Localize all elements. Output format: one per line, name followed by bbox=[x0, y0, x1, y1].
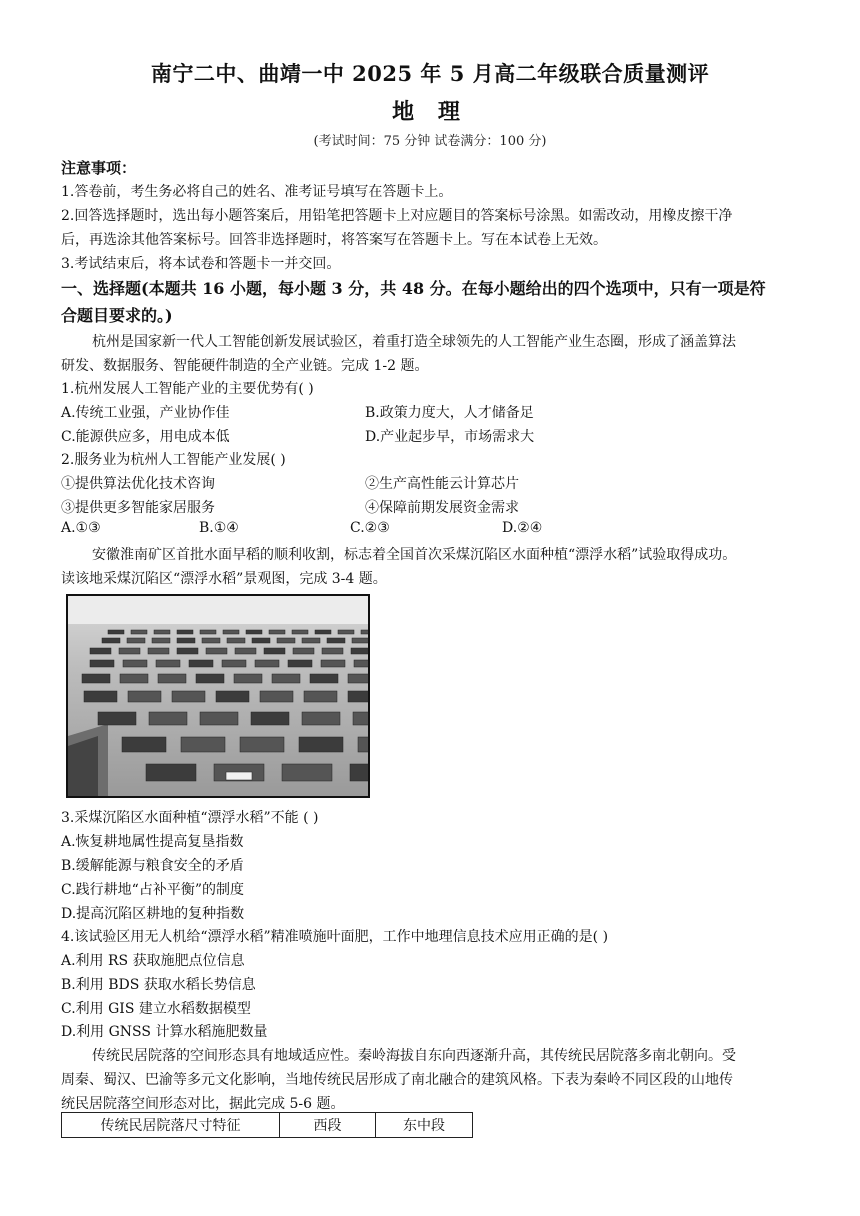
q1-option-d[interactable]: D.产业起步早，市场需求大 bbox=[365, 429, 535, 445]
passage-3-cont2: 统民居院落空间形态对比，据此完成 5-6 题。 bbox=[61, 1096, 345, 1112]
note-item: 后，再选涂其他答案标号。回答非选择题时，将答案写在答题卡上。写在本试卷上无效。 bbox=[61, 232, 607, 248]
q4-option-a[interactable]: A.利用 RS 获取施肥点位信息 bbox=[61, 953, 245, 969]
rice-raft bbox=[84, 691, 117, 702]
rice-raft bbox=[255, 660, 279, 667]
rice-raft bbox=[127, 638, 145, 643]
rice-raft bbox=[351, 648, 368, 654]
rice-raft bbox=[223, 630, 239, 634]
table-header-cell: 西段 bbox=[280, 1113, 376, 1138]
rice-raft bbox=[177, 638, 195, 643]
rice-raft bbox=[288, 660, 312, 667]
rice-raft bbox=[227, 638, 245, 643]
rice-raft bbox=[128, 691, 161, 702]
rice-raft bbox=[122, 737, 166, 752]
rice-raft bbox=[148, 648, 169, 654]
rice-raft bbox=[146, 764, 196, 781]
q2-statement-1: ①提供算法优化技术咨询 bbox=[61, 476, 215, 492]
question-4-stem: 4.该试验区用无人机给“漂浮水稻”精准喷施叶面肥，工作中地理信息技术应用正确的是( ) bbox=[61, 929, 609, 945]
question-3-stem: 3.采煤沉陷区水面种植“漂浮水稻”不能 ( ) bbox=[61, 810, 319, 826]
passage-3-cont: 周秦、蜀汉、巴渝等多元文化影响，当地传统民居形成了南北融合的建筑风格。下表为秦岭不同区段的山地传 bbox=[61, 1072, 733, 1088]
q1-option-a[interactable]: A.传统工业强，产业协作佳 bbox=[61, 405, 230, 421]
rice-raft bbox=[302, 712, 340, 725]
q3-option-d[interactable]: D.提高沉陷区耕地的复种指数 bbox=[61, 906, 245, 922]
rice-raft bbox=[200, 712, 238, 725]
q1-option-c[interactable]: C.能源供应多，用电成本低 bbox=[61, 429, 230, 445]
q4-option-d[interactable]: D.利用 GNSS 计算水稻施肥数量 bbox=[61, 1024, 268, 1040]
q3-option-b[interactable]: B.缓解能源与粮食安全的矛盾 bbox=[61, 858, 244, 874]
rice-raft bbox=[282, 764, 332, 781]
rice-raft bbox=[348, 674, 368, 683]
rice-raft bbox=[322, 648, 343, 654]
rice-raft bbox=[260, 691, 293, 702]
rice-raft bbox=[123, 660, 147, 667]
table-header-cell: 传统民居院落尺寸特征 bbox=[62, 1113, 280, 1138]
q2-statement-2: ②生产高性能云计算芯片 bbox=[365, 476, 519, 492]
q2-option-a[interactable]: A.①③ bbox=[61, 520, 101, 536]
rice-raft bbox=[350, 764, 368, 781]
courtyard-table bbox=[61, 1112, 473, 1138]
table-header-row bbox=[62, 1113, 473, 1138]
rice-raft bbox=[131, 630, 147, 634]
rice-raft bbox=[246, 630, 262, 634]
rice-raft bbox=[200, 630, 216, 634]
rice-raft bbox=[216, 691, 249, 702]
question-1-stem: 1.杭州发展人工智能产业的主要优势有( ) bbox=[61, 381, 314, 397]
rice-raft bbox=[119, 648, 140, 654]
rice-raft bbox=[304, 691, 337, 702]
note-item: 2.回答选择题时，选出每小题答案后，用铅笔把答题卡上对应题目的答案标号涂黑。如需改动，用橡皮擦干净 bbox=[61, 208, 733, 224]
rice-raft bbox=[108, 630, 124, 634]
note-item: 3.考试结束后，将本试卷和答题卡一并交回。 bbox=[61, 256, 341, 272]
rice-raft bbox=[327, 638, 345, 643]
rice-raft bbox=[251, 712, 289, 725]
rice-raft bbox=[353, 712, 368, 725]
subject-title: 地 理 bbox=[392, 99, 468, 125]
rice-raft bbox=[358, 737, 368, 752]
floating-rice-photo bbox=[66, 594, 370, 798]
rice-raft bbox=[90, 660, 114, 667]
passage-1-cont: 研发、数据服务、智能硬件制造的全产业链。完成 1-2 题。 bbox=[61, 358, 429, 374]
rice-raft bbox=[361, 630, 368, 634]
q4-option-b[interactable]: B.利用 BDS 获取水稻长势信息 bbox=[61, 977, 256, 993]
q2-option-c[interactable]: C.②③ bbox=[350, 520, 390, 536]
passage-2-cont: 读该地采煤沉陷区“漂浮水稻”景观图，完成 3-4 题。 bbox=[61, 571, 387, 587]
q3-option-c[interactable]: C.践行耕地“占补平衡”的制度 bbox=[61, 882, 244, 898]
q2-statement-4: ④保障前期发展资金需求 bbox=[365, 500, 519, 516]
rice-raft bbox=[348, 691, 368, 702]
rice-raft bbox=[310, 674, 338, 683]
q2-statement-3: ③提供更多智能家居服务 bbox=[61, 500, 215, 516]
section-heading: 一、选择题(本题共 16 小题，每小题 3 分，共 48 分。在每小题给出的四个选项中，只有一项是符 bbox=[61, 279, 766, 298]
exam-meta: (考试时间：75 分钟 试卷满分：100 分) bbox=[313, 134, 547, 149]
rice-raft bbox=[102, 638, 120, 643]
rice-raft bbox=[149, 712, 187, 725]
rice-raft bbox=[277, 638, 295, 643]
rice-raft bbox=[156, 660, 180, 667]
rice-raft bbox=[152, 638, 170, 643]
rice-raft bbox=[90, 648, 111, 654]
floating-rice-image bbox=[68, 596, 368, 796]
rice-raft bbox=[252, 638, 270, 643]
rice-raft bbox=[222, 660, 246, 667]
rice-raft bbox=[202, 638, 220, 643]
rice-raft bbox=[158, 674, 186, 683]
q2-option-d[interactable]: D.②④ bbox=[502, 520, 543, 536]
rice-raft bbox=[315, 630, 331, 634]
rice-raft bbox=[264, 648, 285, 654]
rice-raft bbox=[172, 691, 205, 702]
rice-raft bbox=[240, 737, 284, 752]
rice-raft bbox=[196, 674, 224, 683]
passage-2: 安徽淮南矿区首批水面早稻的顺利收割，标志着全国首次采煤沉陷区水面种植“漂浮水稻”试验取得成功。 bbox=[92, 547, 737, 563]
q2-option-b[interactable]: B.①④ bbox=[199, 520, 239, 536]
rice-raft bbox=[177, 630, 193, 634]
section-heading-cont: 合题目要求的。) bbox=[61, 306, 173, 325]
rice-raft bbox=[234, 674, 262, 683]
rice-raft bbox=[177, 648, 198, 654]
rice-raft bbox=[269, 630, 285, 634]
rice-raft bbox=[120, 674, 148, 683]
rice-raft bbox=[181, 737, 225, 752]
question-2-stem: 2.服务业为杭州人工智能产业发展( ) bbox=[61, 452, 286, 468]
rice-raft bbox=[82, 674, 110, 683]
rice-raft bbox=[292, 630, 308, 634]
rice-raft bbox=[338, 630, 354, 634]
rice-raft bbox=[189, 660, 213, 667]
rice-raft bbox=[206, 648, 227, 654]
q4-option-c[interactable]: C.利用 GIS 建立水稻数据模型 bbox=[61, 1001, 251, 1017]
rice-raft bbox=[302, 638, 320, 643]
passage-3: 传统民居院落的空间形态具有地域适应性。秦岭海拔自东向西逐渐升高，其传统民居院落多南北朝向。受 bbox=[92, 1048, 736, 1064]
rice-raft bbox=[354, 660, 368, 667]
rice-raft bbox=[235, 648, 256, 654]
rice-raft bbox=[272, 674, 300, 683]
notes-heading: 注意事项： bbox=[61, 159, 137, 177]
exam-title: 南宁二中、曲靖一中 2025 年 5 月高二年级联合质量测评 bbox=[150, 61, 710, 86]
rice-raft bbox=[293, 648, 314, 654]
q1-option-b[interactable]: B.政策力度大，人才储备足 bbox=[365, 405, 534, 421]
rice-raft bbox=[321, 660, 345, 667]
table-header-cell: 东中段 bbox=[376, 1113, 473, 1138]
q3-option-a[interactable]: A.恢复耕地属性提高复垦指数 bbox=[61, 834, 244, 850]
rice-raft bbox=[154, 630, 170, 634]
passage-1: 杭州是国家新一代人工智能创新发展试验区，着重打造全球领先的人工智能产业生态圈，形成了涵盖算法 bbox=[92, 334, 736, 350]
rice-raft bbox=[352, 638, 368, 643]
rice-raft bbox=[299, 737, 343, 752]
rice-raft bbox=[98, 712, 136, 725]
note-item: 1.答卷前，考生务必将自己的姓名、准考证号填写在答题卡上。 bbox=[61, 184, 453, 200]
